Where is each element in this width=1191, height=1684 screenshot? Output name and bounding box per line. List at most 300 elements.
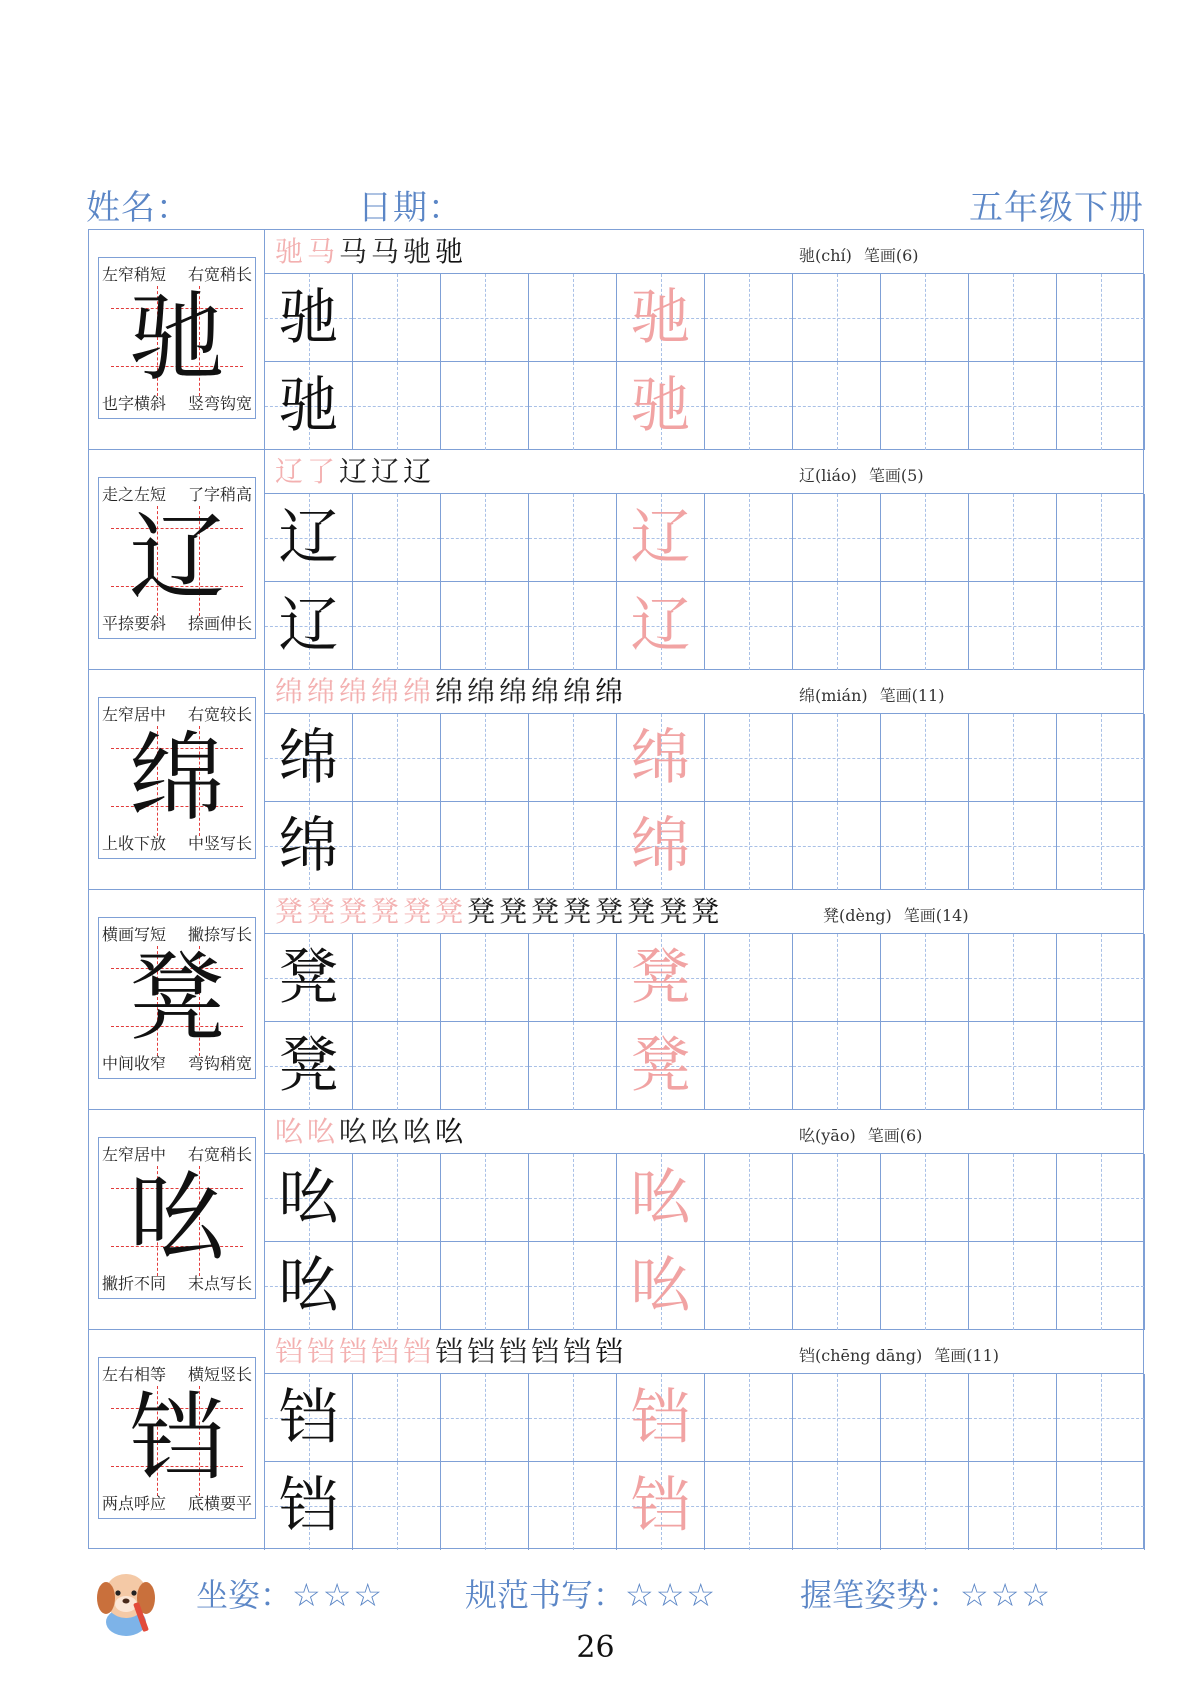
practice-cell[interactable] (1057, 362, 1145, 450)
practice-cell[interactable] (881, 802, 969, 890)
cell-guide (353, 758, 440, 759)
practice-cell[interactable] (969, 802, 1057, 890)
stroke-steps (275, 453, 435, 491)
writing-tip: 左窄稍短 (102, 265, 167, 284)
tianzige-grid (265, 494, 1145, 670)
practice-cell[interactable] (793, 1242, 881, 1330)
practice-cell[interactable] (265, 934, 353, 1022)
practice-cell[interactable] (969, 1154, 1057, 1242)
character-section (89, 1330, 1143, 1550)
practice-cell[interactable] (617, 714, 705, 802)
cell-guide (881, 538, 968, 539)
cell-guide (969, 1286, 1056, 1287)
practice-cell[interactable] (617, 1154, 705, 1242)
practice-panel (265, 230, 1143, 449)
practice-panel (265, 1110, 1143, 1329)
cell-guide (441, 1198, 528, 1199)
character-section (89, 450, 1143, 670)
practice-cell[interactable] (1057, 582, 1145, 670)
model-character: 吆 (278, 1163, 339, 1233)
practice-cell[interactable] (969, 714, 1057, 802)
writing-rating (465, 1570, 717, 1616)
practice-cell[interactable] (793, 1374, 881, 1462)
practice-cell[interactable] (529, 362, 617, 450)
demo-box (98, 257, 256, 419)
cell-guide (441, 538, 528, 539)
practice-cell[interactable] (353, 1022, 441, 1110)
cell-guide (353, 626, 440, 627)
trace-character: 辽 (630, 591, 691, 661)
writing-tip: 竖弯钩宽 (187, 394, 252, 413)
practice-cell[interactable] (881, 1242, 969, 1330)
cell-guide (793, 758, 880, 759)
stroke-step: 马 (339, 235, 368, 268)
practice-cell[interactable] (617, 1242, 705, 1330)
practice-panel (265, 1330, 1143, 1550)
practice-cell[interactable] (881, 1374, 969, 1462)
practice-cell[interactable] (1057, 494, 1145, 582)
stroke-step: 驰 (275, 235, 304, 268)
demo-box (98, 1137, 256, 1299)
practice-cell[interactable] (705, 362, 793, 450)
writing-tip: 走之左短 (102, 485, 167, 504)
practice-cell[interactable] (529, 802, 617, 890)
tianzige-grid (265, 1374, 1145, 1550)
character-info (799, 1123, 922, 1146)
trace-character: 辽 (630, 503, 691, 573)
cell-guide (1057, 1198, 1144, 1199)
stroke-step: 绵 (307, 675, 336, 708)
practice-cell[interactable] (793, 1022, 881, 1110)
practice-cell[interactable] (969, 274, 1057, 362)
practice-cell[interactable] (265, 1022, 353, 1110)
practice-cell[interactable] (705, 1154, 793, 1242)
worksheet-header (86, 180, 1144, 230)
cell-guide (705, 318, 792, 319)
trace-character: 铛 (630, 1471, 691, 1541)
trace-character: 凳 (630, 1031, 691, 1101)
stroke-step: 凳 (435, 895, 464, 928)
cell-guide (529, 1286, 616, 1287)
practice-cell[interactable] (793, 1154, 881, 1242)
stroke-order-row (265, 890, 1143, 934)
cell-guide (353, 1198, 440, 1199)
practice-cell[interactable] (705, 274, 793, 362)
writing-tip: 横短竖长 (187, 1365, 252, 1384)
demo-box (98, 477, 256, 639)
writing-tip: 右宽较长 (187, 705, 252, 724)
practice-cell[interactable] (353, 1242, 441, 1330)
practice-cell[interactable] (881, 362, 969, 450)
practice-cell[interactable] (441, 1462, 529, 1550)
practice-cell[interactable] (881, 1462, 969, 1550)
practice-cell[interactable] (881, 494, 969, 582)
stroke-steps (275, 1113, 467, 1151)
trace-character: 驰 (630, 283, 691, 353)
practice-cell[interactable] (353, 494, 441, 582)
stroke-step: 铛 (499, 1335, 528, 1368)
demo-character: 吆 (129, 1162, 225, 1274)
cell-guide (705, 1066, 792, 1067)
practice-cell[interactable] (617, 1022, 705, 1110)
stroke-step: 绵 (595, 675, 624, 708)
practice-cell[interactable] (353, 1154, 441, 1242)
stroke-order-row (265, 1330, 1143, 1374)
stroke-order-row (265, 1110, 1143, 1154)
practice-cell[interactable] (617, 274, 705, 362)
practice-cell[interactable] (353, 582, 441, 670)
cell-guide (705, 406, 792, 407)
cell-guide (793, 538, 880, 539)
cell-guide (881, 406, 968, 407)
cell-guide (705, 1286, 792, 1287)
stroke-steps (275, 1333, 627, 1371)
cell-guide (793, 626, 880, 627)
cell-guide (705, 626, 792, 627)
demo-box (98, 697, 256, 859)
practice-cell[interactable] (969, 1022, 1057, 1110)
practice-cell[interactable] (353, 362, 441, 450)
stroke-step: 凳 (467, 895, 496, 928)
demo-character: 辽 (129, 502, 225, 614)
practice-cell[interactable] (441, 362, 529, 450)
practice-cell[interactable] (705, 1374, 793, 1462)
posture-rating (196, 1570, 384, 1616)
character-info (799, 463, 924, 486)
practice-cell[interactable] (529, 582, 617, 670)
practice-cell[interactable] (353, 1374, 441, 1462)
model-character: 凳 (278, 1031, 339, 1101)
practice-cell[interactable] (705, 714, 793, 802)
stroke-step: 吆 (403, 1115, 432, 1148)
practice-cell[interactable] (705, 1242, 793, 1330)
practice-cell[interactable] (265, 802, 353, 890)
practice-cell[interactable] (881, 934, 969, 1022)
practice-cell[interactable] (617, 1374, 705, 1462)
demo-panel (89, 890, 265, 1109)
cell-guide (969, 1198, 1056, 1199)
grip-stars[interactable]: ☆☆☆ (960, 1576, 1053, 1614)
cell-guide (881, 1066, 968, 1067)
model-character: 铛 (278, 1471, 339, 1541)
writing-stars[interactable]: ☆☆☆ (625, 1576, 718, 1614)
stroke-order-row (265, 670, 1143, 714)
practice-cell[interactable] (1057, 714, 1145, 802)
cell-guide (529, 1506, 616, 1507)
practice-cell[interactable] (441, 582, 529, 670)
stroke-step: 铛 (467, 1335, 496, 1368)
practice-cell[interactable] (1057, 1022, 1145, 1110)
practice-cell[interactable] (1057, 1462, 1145, 1550)
stroke-step: 吆 (339, 1115, 368, 1148)
writing-tip: 了字稍高 (187, 485, 252, 504)
character-section (89, 230, 1143, 450)
practice-cell[interactable] (529, 714, 617, 802)
practice-cell[interactable] (1057, 934, 1145, 1022)
stroke-step: 辽 (403, 455, 432, 488)
stroke-step: 绵 (467, 675, 496, 708)
tianzige-grid (265, 934, 1145, 1110)
cell-guide (881, 318, 968, 319)
practice-cell[interactable] (793, 362, 881, 450)
writing-tip: 捺画伸长 (187, 614, 252, 633)
model-character: 凳 (278, 943, 339, 1013)
stroke-step: 绵 (275, 675, 304, 708)
practice-cell[interactable] (353, 802, 441, 890)
stroke-count: 笔画(6) (867, 1126, 923, 1145)
cell-guide (969, 318, 1056, 319)
practice-cell[interactable] (969, 1242, 1057, 1330)
practice-cell[interactable] (441, 1022, 529, 1110)
demo-box (98, 1357, 256, 1519)
cell-guide (881, 1286, 968, 1287)
character-section (89, 890, 1143, 1110)
writing-tip: 左窄居中 (102, 1145, 167, 1164)
cell-guide (969, 978, 1056, 979)
posture-stars[interactable]: ☆☆☆ (292, 1576, 385, 1614)
model-character: 辽 (278, 503, 339, 573)
practice-cell[interactable] (793, 934, 881, 1022)
stroke-step: 铛 (403, 1335, 432, 1368)
practice-cell[interactable] (705, 582, 793, 670)
practice-cell[interactable] (353, 274, 441, 362)
cell-guide (529, 1066, 616, 1067)
stroke-steps (275, 893, 723, 931)
practice-cell[interactable] (353, 714, 441, 802)
practice-cell[interactable] (441, 802, 529, 890)
writing-tip: 平捺要斜 (102, 614, 167, 633)
practice-cell[interactable] (793, 1462, 881, 1550)
cell-guide (705, 1506, 792, 1507)
practice-cell[interactable] (529, 1242, 617, 1330)
practice-cell[interactable] (881, 1154, 969, 1242)
practice-cell[interactable] (441, 274, 529, 362)
writing-tip: 中竖写长 (187, 834, 252, 853)
practice-cell[interactable] (969, 362, 1057, 450)
practice-cell[interactable] (617, 362, 705, 450)
cell-guide (881, 758, 968, 759)
stroke-step: 铛 (435, 1335, 464, 1368)
demo-panel (89, 450, 265, 669)
cell-guide (529, 846, 616, 847)
posture-label: 坐姿： (196, 1576, 293, 1614)
stroke-step: 吆 (275, 1115, 304, 1148)
cell-guide (441, 1418, 528, 1419)
practice-cell[interactable] (793, 714, 881, 802)
cell-guide (441, 406, 528, 407)
cell-guide (1057, 758, 1144, 759)
practice-cell[interactable] (353, 1462, 441, 1550)
cell-guide (969, 406, 1056, 407)
practice-cell[interactable] (441, 1374, 529, 1462)
practice-cell[interactable] (265, 1374, 353, 1462)
stroke-step: 铛 (307, 1335, 336, 1368)
practice-cell[interactable] (529, 274, 617, 362)
practice-cell[interactable] (881, 582, 969, 670)
character-pinyin: 铛(chēng dāng) (799, 1346, 923, 1365)
trace-character: 吆 (630, 1251, 691, 1321)
practice-cell[interactable] (265, 274, 353, 362)
demo-panel (89, 1330, 265, 1550)
stroke-step: 铛 (275, 1335, 304, 1368)
cell-guide (881, 1418, 968, 1419)
tianzige-grid (265, 1154, 1145, 1330)
model-character: 辽 (278, 591, 339, 661)
practice-cell[interactable] (969, 934, 1057, 1022)
model-character: 驰 (278, 283, 339, 353)
cell-guide (969, 626, 1056, 627)
stroke-count: 笔画(5) (868, 466, 924, 485)
cell-guide (793, 1506, 880, 1507)
cell-guide (441, 758, 528, 759)
practice-cell[interactable] (265, 714, 353, 802)
practice-cell[interactable] (793, 274, 881, 362)
writing-tip: 撇折不同 (102, 1274, 167, 1293)
cell-guide (1057, 626, 1144, 627)
cell-guide (441, 978, 528, 979)
practice-cell[interactable] (265, 494, 353, 582)
cell-guide (353, 978, 440, 979)
stroke-count: 笔画(11) (879, 686, 945, 705)
demo-character: 铛 (129, 1382, 225, 1494)
practice-cell[interactable] (881, 274, 969, 362)
practice-cell[interactable] (1057, 274, 1145, 362)
page-number: 26 (576, 1630, 615, 1665)
writing-tip: 弯钩稍宽 (187, 1054, 252, 1073)
model-character: 铛 (278, 1383, 339, 1453)
stroke-steps (275, 673, 627, 711)
date-label: 日期： (358, 188, 463, 228)
cell-guide (353, 1066, 440, 1067)
cell-guide (441, 318, 528, 319)
stroke-step: 马 (307, 235, 336, 268)
practice-cell[interactable] (529, 1022, 617, 1110)
cell-guide (353, 406, 440, 407)
practice-cell[interactable] (529, 934, 617, 1022)
grip-label: 握笔姿势： (800, 1576, 961, 1614)
practice-cell[interactable] (617, 802, 705, 890)
cell-guide (793, 846, 880, 847)
practice-cell[interactable] (617, 1462, 705, 1550)
practice-cell[interactable] (1057, 1242, 1145, 1330)
writing-tip: 底横要平 (187, 1494, 252, 1513)
stroke-step: 吆 (307, 1115, 336, 1148)
stroke-step: 了 (307, 455, 336, 488)
character-pinyin: 凳(dèng) (823, 906, 892, 925)
practice-cell[interactable] (441, 714, 529, 802)
cell-guide (441, 1066, 528, 1067)
practice-cell[interactable] (1057, 1374, 1145, 1462)
practice-cell[interactable] (1057, 802, 1145, 890)
practice-cell[interactable] (265, 1242, 353, 1330)
practice-cell[interactable] (705, 1022, 793, 1110)
stroke-step: 凳 (691, 895, 720, 928)
stroke-count: 笔画(6) (863, 246, 919, 265)
practice-cell[interactable] (969, 1374, 1057, 1462)
trace-character: 凳 (630, 943, 691, 1013)
practice-cell[interactable] (969, 494, 1057, 582)
practice-cell[interactable] (441, 494, 529, 582)
practice-cell[interactable] (265, 362, 353, 450)
practice-cell[interactable] (705, 802, 793, 890)
practice-cell[interactable] (1057, 1154, 1145, 1242)
practice-cell[interactable] (881, 1022, 969, 1110)
practice-cell[interactable] (617, 582, 705, 670)
stroke-step: 铛 (595, 1335, 624, 1368)
cell-guide (969, 538, 1056, 539)
stroke-step: 铛 (563, 1335, 592, 1368)
cell-guide (353, 1286, 440, 1287)
practice-cell[interactable] (529, 1462, 617, 1550)
cell-guide (793, 1198, 880, 1199)
cell-guide (353, 1418, 440, 1419)
character-pinyin: 辽(liáo) (799, 466, 857, 485)
practice-cell[interactable] (793, 802, 881, 890)
practice-cell[interactable] (441, 934, 529, 1022)
writing-tip: 左窄居中 (102, 705, 167, 724)
practice-cell[interactable] (617, 934, 705, 1022)
practice-panel (265, 890, 1143, 1109)
practice-cell[interactable] (353, 934, 441, 1022)
writing-tip: 右宽稍长 (187, 1145, 252, 1164)
cell-guide (441, 1506, 528, 1507)
practice-cell[interactable] (793, 494, 881, 582)
practice-cell[interactable] (969, 582, 1057, 670)
stroke-order-row (265, 230, 1143, 274)
practice-cell[interactable] (969, 1462, 1057, 1550)
practice-cell[interactable] (793, 582, 881, 670)
character-section (89, 1110, 1143, 1330)
practice-cell[interactable] (441, 1154, 529, 1242)
stroke-step: 凳 (275, 895, 304, 928)
practice-cell[interactable] (881, 714, 969, 802)
cell-guide (793, 1066, 880, 1067)
cell-guide (1057, 846, 1144, 847)
cell-guide (1057, 978, 1144, 979)
practice-cell[interactable] (705, 494, 793, 582)
practice-cell[interactable] (529, 1374, 617, 1462)
practice-cell[interactable] (265, 582, 353, 670)
practice-cell[interactable] (529, 494, 617, 582)
stroke-step: 凳 (339, 895, 368, 928)
cell-guide (881, 1198, 968, 1199)
cell-guide (529, 406, 616, 407)
stroke-step: 凳 (499, 895, 528, 928)
cell-guide (969, 846, 1056, 847)
cell-guide (1057, 1066, 1144, 1067)
practice-cell[interactable] (529, 1154, 617, 1242)
practice-panel (265, 450, 1143, 669)
writing-tip: 左右相等 (102, 1365, 167, 1384)
trace-character: 绵 (630, 811, 691, 881)
demo-character: 绵 (129, 722, 225, 834)
writing-tip: 也字横斜 (102, 394, 167, 413)
practice-cell[interactable] (617, 494, 705, 582)
practice-cell[interactable] (441, 1242, 529, 1330)
cell-guide (793, 1418, 880, 1419)
stroke-step: 凳 (371, 895, 400, 928)
practice-cell[interactable] (265, 1154, 353, 1242)
cell-guide (529, 758, 616, 759)
model-character: 驰 (278, 371, 339, 441)
writing-tip: 中间收窄 (102, 1054, 167, 1073)
practice-cell[interactable] (705, 934, 793, 1022)
practice-cell[interactable] (265, 1462, 353, 1550)
cell-guide (1057, 538, 1144, 539)
practice-cell[interactable] (705, 1462, 793, 1550)
cell-guide (705, 1418, 792, 1419)
trace-character: 绵 (630, 723, 691, 793)
